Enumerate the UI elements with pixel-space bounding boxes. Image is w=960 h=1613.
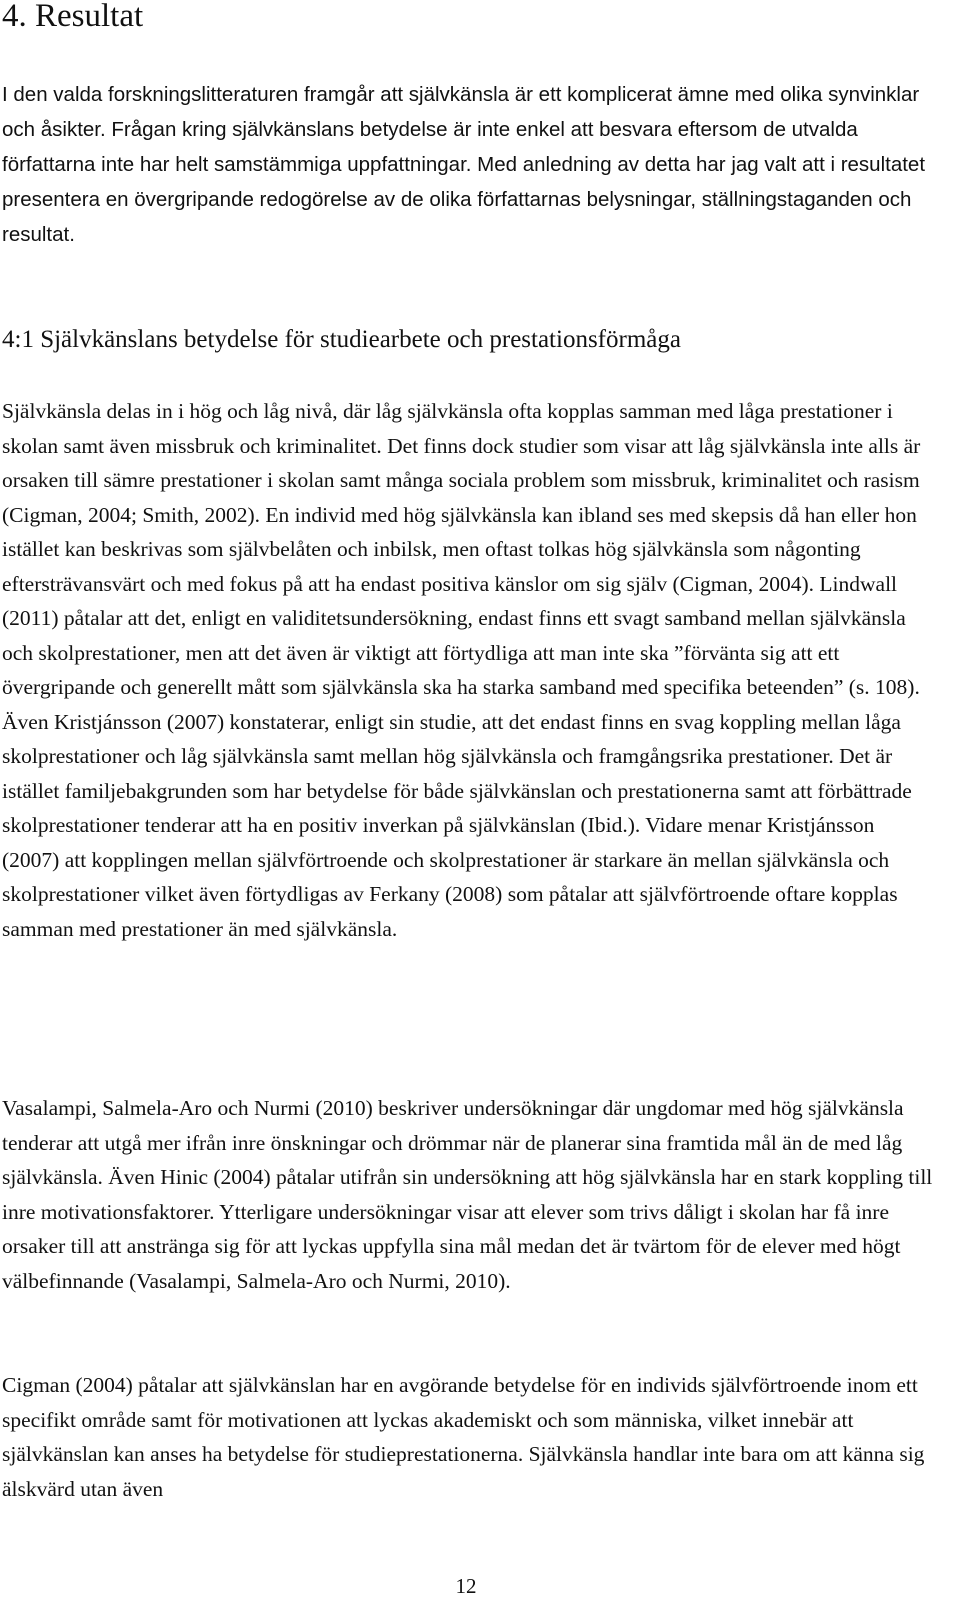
body-paragraph-1: Självkänsla delas in i hög och låg nivå, där låg självkänsla ofta kopplas samman med låga prestationer i skolan samt även missbruk och kriminalitet. Det finns dock studier som visar att låg självkänsla inte alls är orsaken till sämre prestationer i skolan samt många sociala problem som missbruk, kriminalitet och rasism (Cigman, 2004; Smith, 2002). En individ med hög självkänsla kan ibland ses med skepsis då han eller hon istället kan beskrivas som självbelåten och inbilsk, men oftast tolkas hög självkänsla som någonting eftersträvansvärt och med fokus på att ha endast positiva känslor om sig själv (Cigman, 2004). Lindwall (2011) påtalar att det, enligt en validitetsundersökning, endast finns ett svagt samband mellan självkänsla och skolprestationer, men att det även är viktigt att förtydliga att man inte ska ”förvänta sig att ett övergripande och generellt mått som självkänsla ska ha starka samband med specifika beteenden” (s. 108). Även Kristjánsson (2007) konstaterar, enligt sin studie, att det endast finns en svag koppling mellan låga skolprestationer och låg självkänsla samt mellan hög självkänsla och framgångsrika prestationer. Det är istället familjebakgrunden som har betydelse för både självkänslan och prestationerna samt att förbättrade skolprestationer tenderar att ha en positiv inverkan på självkänslan (Ibid.). Vidare menar Kristjánsson (2007) att kopplingen mellan självförtroende och skolprestationer är starkare än mellan självkänsla och skolprestationer vilket även förtydligas av Ferkany (2008) som påtalar att självförtroende oftare kopplas samman med prestationer än med självkänsla. [2,399,921,941]
chapter-heading: 4. Resultat [2,0,144,34]
body-paragraph-3: Cigman (2004) påtalar att självkänslan har en avgörande betydelse för en individs självförtroende inom ett specifikt område samt för motivationen att lyckas akademiskt och som människa, vilket innebär att självkänslan kan anses ha betydelse för studieprestationerna. Självkänsla handlar inte bara om att känna sig älskvärd utan även [2,1373,925,1501]
page-number: 12 [455,1574,477,1598]
section-heading: 4:1 Självkänslans betydelse för studiearbete och prestationsförmåga [2,326,681,353]
body-paragraph-2: Vasalampi, Salmela-Aro och Nurmi (2010) beskriver undersökningar där ungdomar med hög självkänsla tenderar att utgå mer ifrån inre önskningar och drömmar när de planerar sina framtida mål än de med låg självkänsla. Även Hinic (2004) påtalar utifrån sin undersökning att hög självkänsla har en stark koppling till inre motivationsfaktorer. Ytterligare undersökningar visar att elever som trivs dåligt i skolan har få inre orsaker till att anstränga sig för att lyckas uppfylla sina mål medan det är tvärtom för de elever med högt välbefinnande (Vasalampi, Salmela-Aro och Nurmi, 2010). [2,1096,933,1293]
intro-paragraph: I den valda forskningslitteraturen framgår att självkänsla är ett komplicerat ämne med olika synvinklar och åsikter. Frågan kring självkänslans betydelse är inte enkel att besvara eftersom de utvalda författarna inte har helt samstämmiga uppfattningar. Med anledning av detta har jag valt att i resultatet presentera en övergripande redogörelse av de olika författarnas belysningar, ställningstaganden och resultat. [2,83,926,246]
